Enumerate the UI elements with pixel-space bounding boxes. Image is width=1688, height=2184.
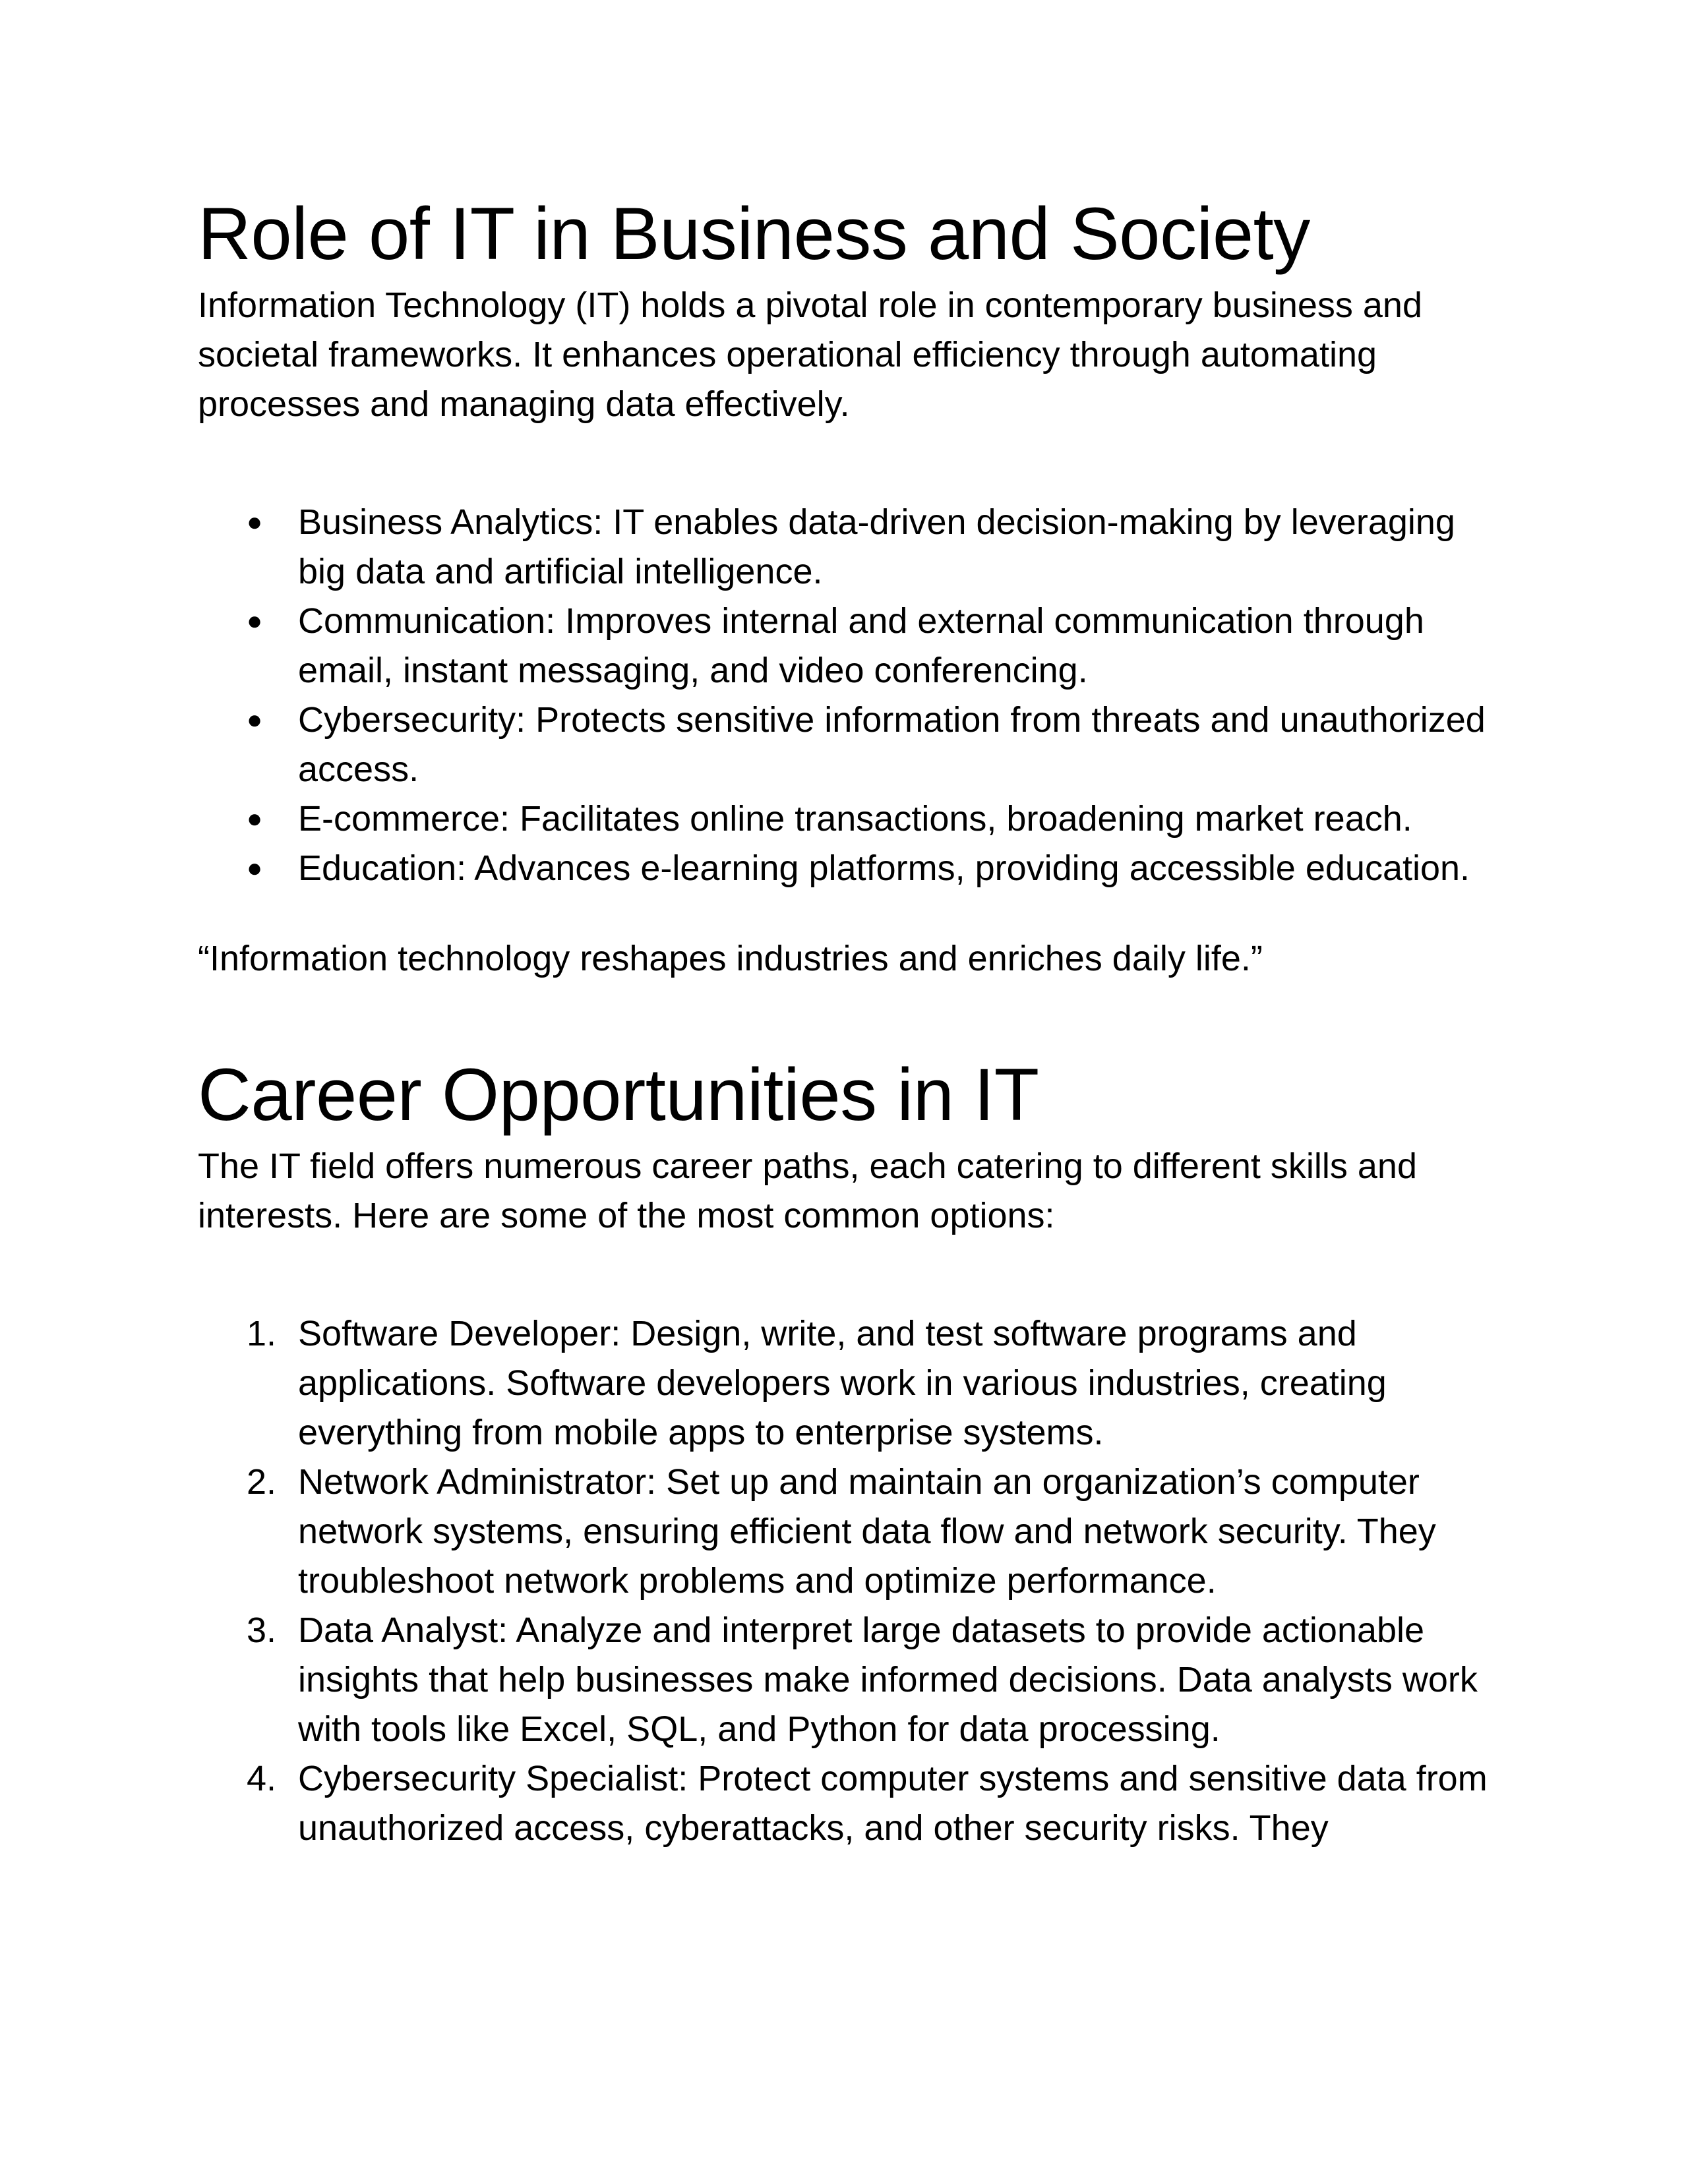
list-item-text: Cybersecurity Specialist: Protect computer systems and sensitive data from unauthorized access, cyberattacks, and other security risks. They: [298, 1759, 1488, 1848]
section-intro-paragraph: Information Technology (IT) holds a pivotal role in contemporary business and societal frameworks. It enhances operational efficiency through automating processes and managing data effectively.: [198, 285, 1422, 424]
bullet-icon: ●: [247, 804, 263, 833]
list-item-text: Network Administrator: Set up and maintain an organization’s computer network systems, ensuring efficient data flow and network security. They troubleshoot network problems and optimize performance.: [298, 1462, 1436, 1601]
section-heading-role-of-it: Role of IT in Business and Society: [198, 192, 1310, 275]
list-item: [247, 1309, 1490, 1458]
section-heading-career-opportunities: Career Opportunities in IT: [198, 1053, 1039, 1136]
section-intro-paragraph: The IT field offers numerous career paths, each catering to different skills and interests. Here are some of the most common options:: [198, 1146, 1417, 1235]
list-item-text: E-commerce: Facilitates online transactions, broadening market reach.: [298, 799, 1412, 839]
list-item: [247, 1606, 1490, 1754]
list-item-text: Software Developer: Design, write, and test software programs and applications. Software developers work in various industries, creating everything from mobile apps to enterprise systems.: [298, 1314, 1387, 1452]
list-item: [247, 1458, 1490, 1606]
list-number: 4.: [247, 1759, 277, 1798]
list-item: [247, 844, 1490, 893]
list-item: [247, 1754, 1490, 1853]
list-number: 2.: [247, 1462, 277, 1502]
bullet-icon: ●: [247, 854, 263, 883]
bullet-icon: ●: [247, 705, 263, 734]
list-number: 1.: [247, 1314, 277, 1353]
list-item-text: Data Analyst: Analyze and interpret large datasets to provide actionable insights that help businesses make informed decisions. Data analysts work with tools like Excel, SQL, and Python for data processing.: [298, 1610, 1478, 1749]
document-page: [198, 191, 1490, 1853]
list-item-text: Cybersecurity: Protects sensitive information from threats and unauthorized access.: [298, 700, 1486, 789]
list-item: [247, 794, 1490, 844]
list-item-text: Business Analytics: IT enables data-driven decision-making by leveraging big data and artificial intelligence.: [298, 502, 1455, 591]
quote-text: “Information technology reshapes industries and enriches daily life.”: [198, 939, 1263, 978]
bullet-icon: ●: [247, 606, 263, 635]
list-item: [247, 695, 1490, 794]
numbered-list: [198, 1309, 1490, 1853]
list-item: [247, 498, 1490, 597]
bullet-icon: ●: [247, 508, 263, 537]
list-item: [247, 597, 1490, 695]
bulleted-list: [198, 498, 1490, 893]
list-item-text: Education: Advances e-learning platforms, providing accessible education.: [298, 848, 1470, 888]
list-item-text: Communication: Improves internal and external communication through email, instant messaging, and video conferencing.: [298, 601, 1424, 690]
list-number: 3.: [247, 1610, 277, 1650]
